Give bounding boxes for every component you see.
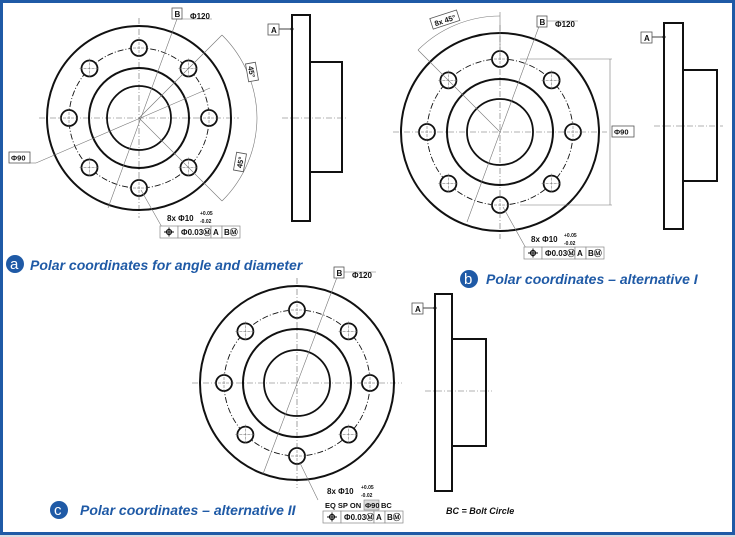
panel-c-letter: c [54,502,62,519]
bc-leader-line [36,88,210,163]
panel-c-caption: Polar coordinates – alternative II [80,502,296,518]
datum-a-label: A [271,26,277,35]
fcf-datum-1: A [213,228,219,237]
angle-label-2: 45° [235,156,246,169]
angle-ext-line [418,50,500,132]
panel-c [50,267,514,523]
tolerance-minus: -0.02 [564,241,576,247]
bc-diameter-label: Φ90 [11,153,26,163]
fcf-datum-2: BⓂ [387,513,401,522]
outer-diameter-label: Φ120 [352,271,372,280]
angle-label-1: 45° [246,65,257,79]
hole-callout: 8x Φ10 [327,487,354,496]
tolerance-plus: +0.05 [361,485,374,491]
datum-b-label: B [539,18,546,27]
tolerance-minus: -0.02 [200,219,212,225]
fcf-tolerance: Φ0.03Ⓜ [344,513,375,522]
tolerance-minus: -0.02 [361,493,373,499]
drawing-geometry [30,12,723,500]
tolerance-plus: +0.05 [200,211,213,217]
flange-side-view [435,294,452,491]
outer-diameter-label: Φ120 [555,20,575,29]
angle-ext-line [139,118,222,201]
fcf-tolerance: Φ0.03Ⓜ [181,228,212,237]
panel-b-letter: b [464,271,473,288]
datum-a-label: A [644,34,650,43]
datum-b-label: B [174,10,181,19]
datum-a-dot [663,36,666,39]
tolerance-plus: +0.05 [564,233,577,239]
datum-b-label: B [336,269,343,278]
legend-note: BC = Bolt Circle [446,506,515,516]
eq-sp-suffix: BC [381,501,392,510]
hub-side-view [310,62,342,172]
datum-a-dot [291,28,294,31]
hub-side-view [683,70,717,181]
hub-side-view [452,339,486,446]
panel-a-caption: Polar coordinates for angle and diameter [30,257,303,273]
eq-sp-diameter: Φ90 [365,501,380,510]
datum-a-dot [434,307,437,310]
eq-sp-prefix: EQ SP ON [325,501,362,510]
panel-a-letter: a [10,256,19,273]
fcf-datum-1: A [577,249,583,258]
hole-leader [300,463,318,500]
fcf-tolerance: Φ0.03Ⓜ [545,249,576,258]
panel-b-caption: Polar coordinates – alternative I [486,271,698,287]
fcf-datum-2: BⓂ [588,249,602,258]
hole-callout: 8x Φ10 [531,235,558,244]
bc-diameter-label: Φ90 [614,127,629,137]
angle-ext-line [139,35,222,118]
outer-diameter-label: Φ120 [190,12,210,21]
panel-b [430,10,699,288]
hole-callout: 8x Φ10 [167,214,194,223]
fcf-datum-1: A [376,513,382,522]
fcf-datum-2: BⓂ [224,228,238,237]
angle-label: 8x 45° [433,12,457,29]
datum-a-label: A [415,305,421,314]
